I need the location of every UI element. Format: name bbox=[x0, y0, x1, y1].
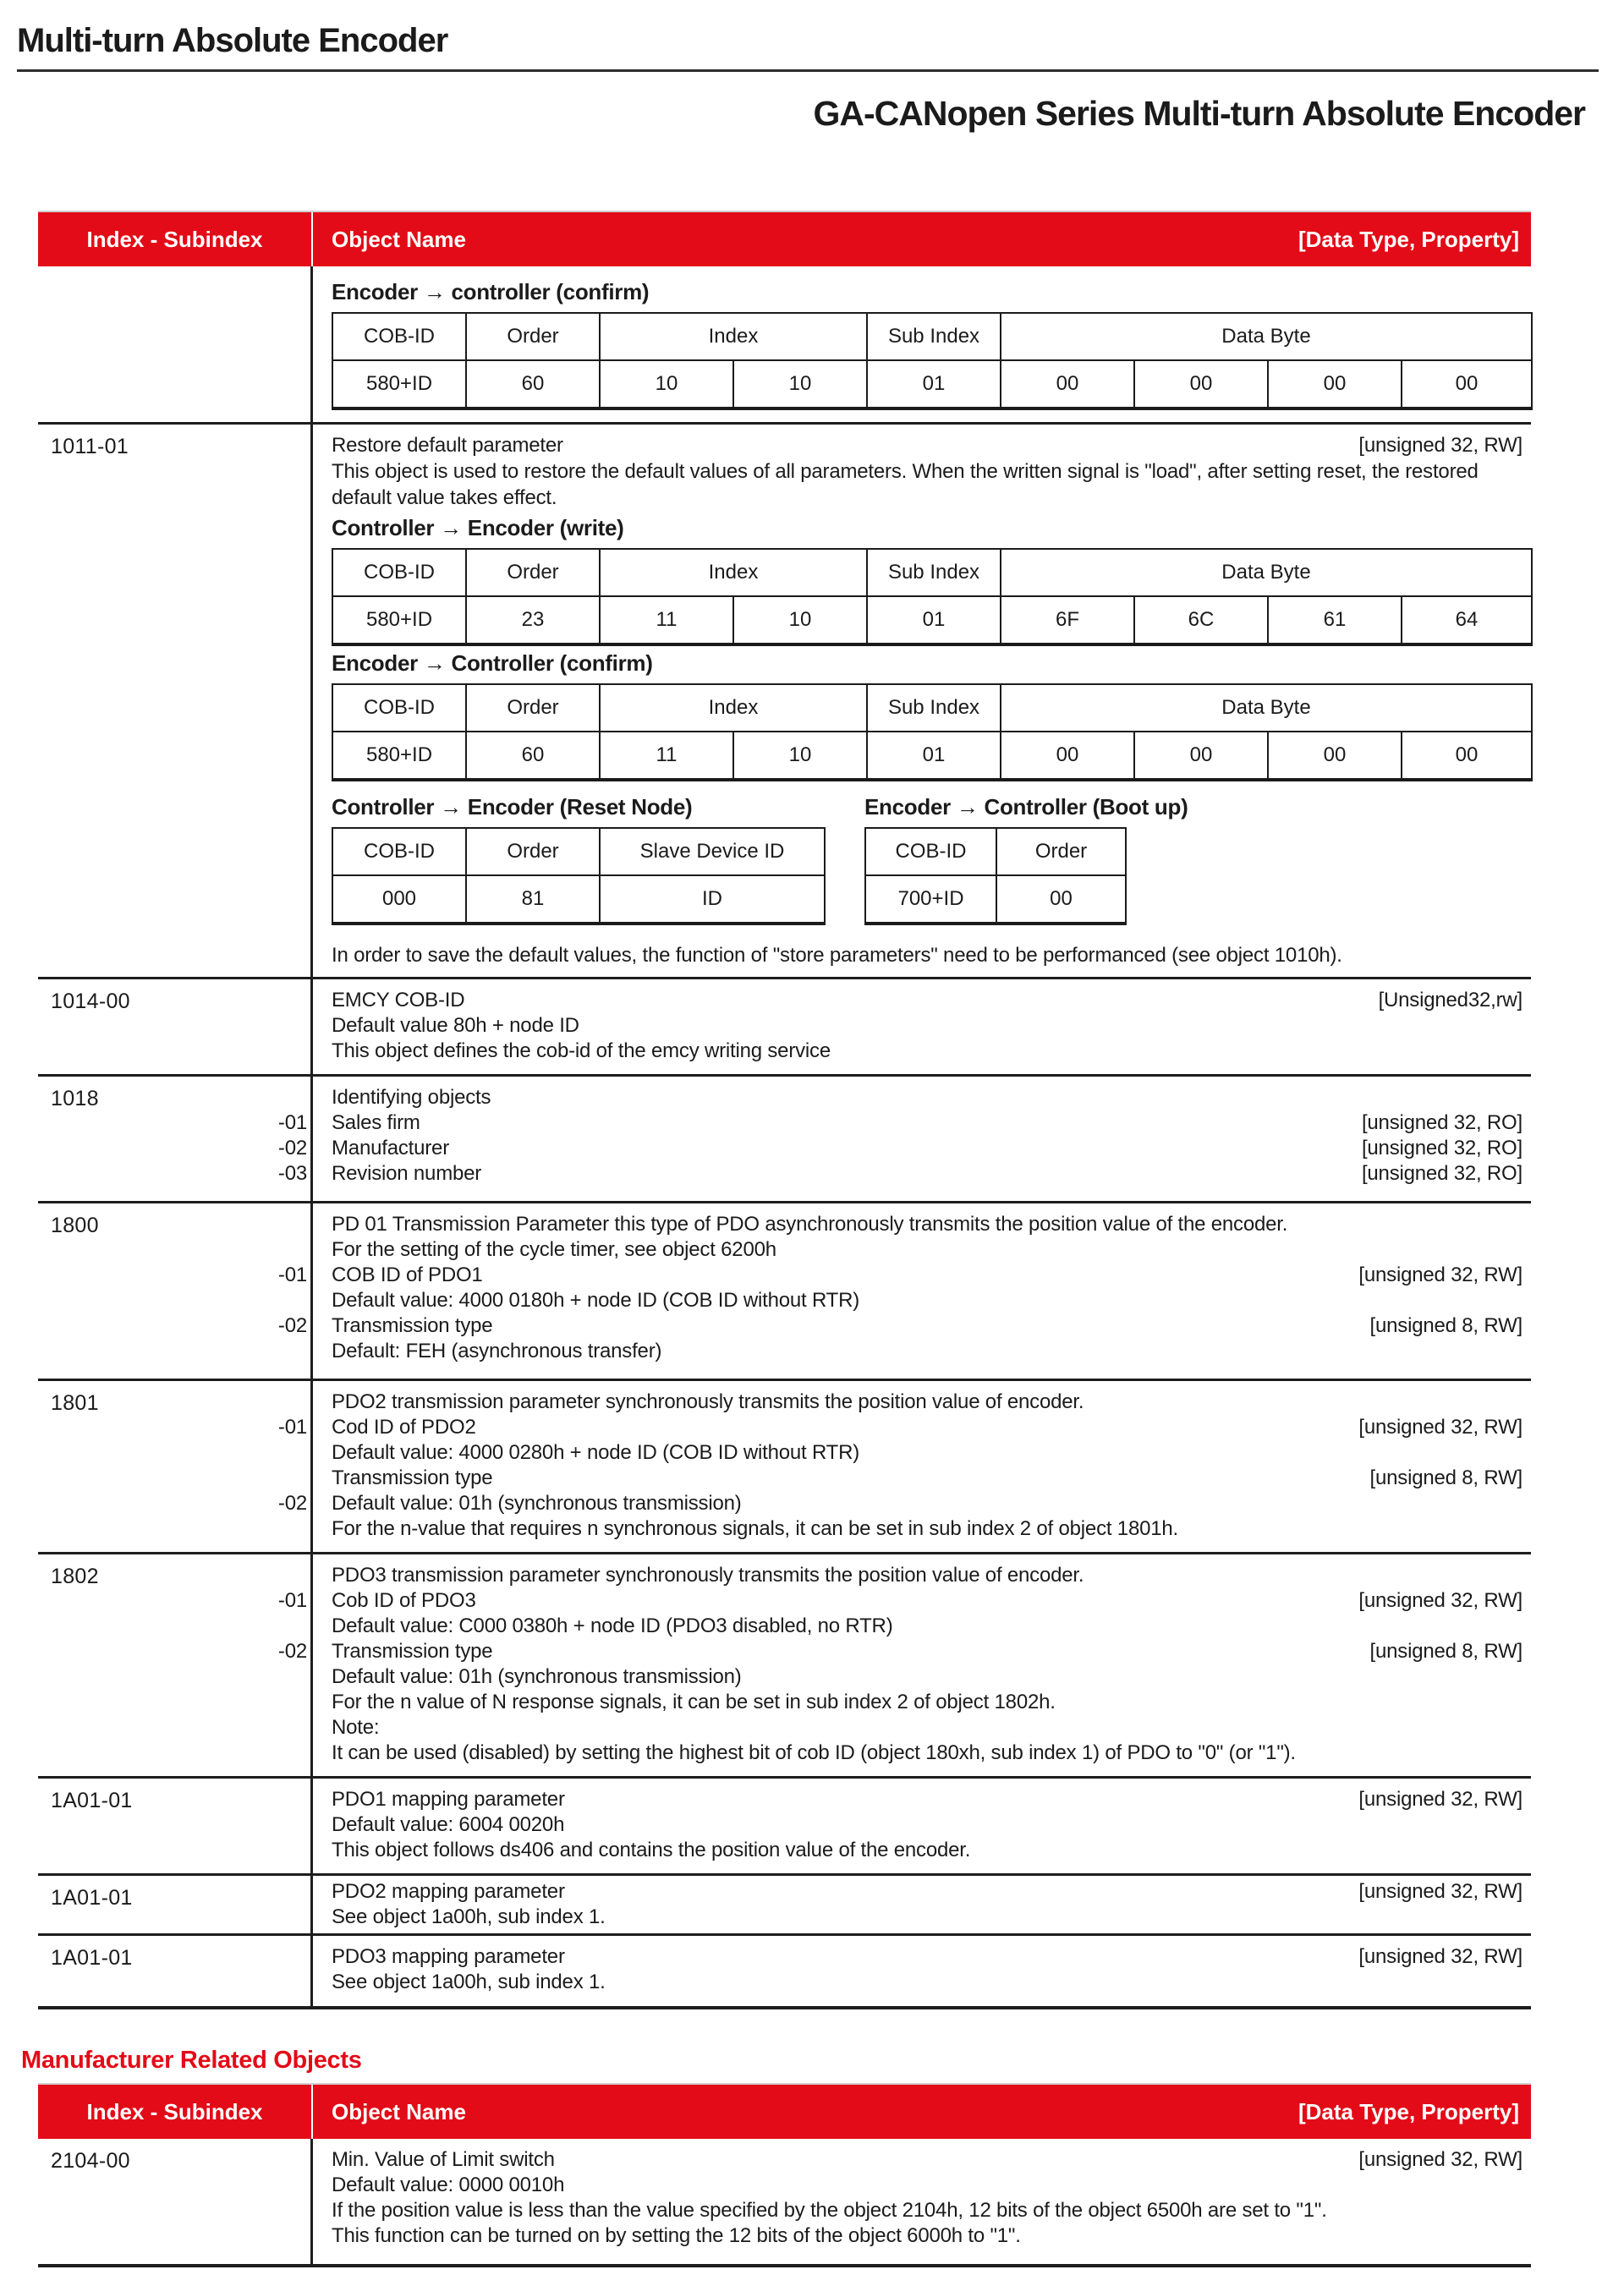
object-text: Identifying objects bbox=[332, 1086, 491, 1109]
msg-header-cell: COB-ID bbox=[332, 828, 466, 875]
msg-value-cell: 00 bbox=[996, 875, 1126, 924]
row-content bbox=[313, 425, 1531, 977]
dual-msg-tables bbox=[332, 790, 1522, 929]
object-row bbox=[38, 977, 1531, 1074]
row-line bbox=[332, 433, 1522, 458]
row-content bbox=[277, 1554, 1531, 1776]
object-text: Cob ID of PDO3 bbox=[332, 1589, 476, 1612]
msg-value-cell: 00 bbox=[1268, 732, 1402, 780]
datatype-label: [unsigned 8, RW] bbox=[1369, 1466, 1522, 1489]
row-line bbox=[332, 1013, 1522, 1039]
object-text: Default value: 4000 0180h + node ID (COB ID without RTR) bbox=[332, 1289, 860, 1312]
msg-value-cell: 01 bbox=[867, 732, 1001, 780]
object-text: Default value: 01h (synchronous transmission) bbox=[332, 1492, 742, 1515]
msg-value-cell: 10 bbox=[600, 360, 733, 408]
datatype-label: [unsigned 32, RW] bbox=[1358, 1945, 1522, 1968]
row-line bbox=[332, 988, 1522, 1013]
msg-value-cell: 6F bbox=[1001, 596, 1134, 644]
col-header-object-name: Object Name bbox=[332, 2098, 466, 2124]
datatype-label: [Unsigned32,rw] bbox=[1378, 989, 1522, 1011]
row-line bbox=[277, 1161, 1522, 1187]
object-text: Default value: 4000 0280h + node ID (COB ID without RTR) bbox=[332, 1441, 860, 1464]
row-line bbox=[332, 1838, 1522, 1863]
msg-table-encoder-controller-confirm-2 bbox=[332, 683, 1533, 781]
msg-value-cell: 60 bbox=[466, 732, 600, 780]
row-index: 1801 bbox=[38, 1381, 313, 1552]
doc-subtitle: GA-CANopen Series Multi-turn Absolute Encoder bbox=[813, 94, 1585, 133]
row-line bbox=[332, 1905, 1522, 1930]
col-header-datatype-property: [Data Type, Property] bbox=[1298, 2098, 1519, 2124]
msg-value-cell: 01 bbox=[867, 360, 1001, 408]
object-text: Default value: 01h (synchronous transmission) bbox=[332, 1665, 742, 1688]
row-line bbox=[277, 1110, 1522, 1136]
row-line bbox=[332, 1085, 1522, 1110]
row-content bbox=[313, 1779, 1531, 1873]
row-line bbox=[277, 1263, 1522, 1288]
msg-table-controller-encoder-write bbox=[332, 548, 1533, 646]
msg-value-cell: 580+ID bbox=[332, 360, 466, 408]
row-content bbox=[313, 1876, 1531, 1933]
object-text: Sales firm bbox=[332, 1111, 420, 1134]
object-text: Manufacturer bbox=[332, 1137, 449, 1159]
row-paragraph: This object is used to restore the default values of all parameters. When the written signal is "load", after setting reset, the restored default value takes effect. bbox=[332, 460, 1479, 509]
object-text: Restore default parameter bbox=[332, 434, 563, 457]
row-content bbox=[313, 979, 1531, 1074]
msg-header-cell: Data Byte bbox=[1001, 313, 1532, 360]
object-dictionary-table bbox=[38, 211, 1531, 2009]
msg-value-cell: 700+ID bbox=[865, 875, 996, 924]
msg-header-cell: Order bbox=[996, 828, 1126, 875]
row-line bbox=[332, 1339, 1522, 1364]
row-line bbox=[332, 1466, 1522, 1491]
msg-value-cell: 10 bbox=[733, 732, 867, 780]
msg-value-cell: 00 bbox=[1268, 360, 1402, 408]
msg-value-cell: 00 bbox=[1134, 732, 1268, 780]
msg-value-cell: ID bbox=[600, 875, 825, 924]
sub-index-label: -01 bbox=[277, 1264, 307, 1286]
manufacturer-objects-table bbox=[38, 2083, 1531, 2267]
row-line bbox=[332, 2223, 1522, 2249]
msg-header-cell: Sub Index bbox=[867, 549, 1001, 596]
title-rule bbox=[17, 69, 1599, 72]
row-line bbox=[332, 1715, 1522, 1741]
msg-value-cell: 580+ID bbox=[332, 732, 466, 780]
msg-value-cell: 10 bbox=[733, 360, 867, 408]
msg-value-cell: 60 bbox=[466, 360, 600, 408]
row-line bbox=[332, 1390, 1522, 1415]
object-row bbox=[38, 1379, 1531, 1552]
msg-value-cell: 11 bbox=[600, 596, 733, 644]
row-content bbox=[313, 2139, 1531, 2264]
msg-header-cell: Sub Index bbox=[867, 684, 1001, 732]
row-line bbox=[277, 1639, 1522, 1664]
row-line bbox=[332, 1690, 1522, 1715]
object-text: This object follows ds406 and contains the position value of the encoder. bbox=[332, 1839, 971, 1861]
msg-table-label: Controller → Encoder (write) bbox=[332, 515, 624, 540]
sub-index-label: -02 bbox=[277, 1640, 307, 1663]
msg-value-row bbox=[332, 360, 1532, 408]
msg-value-row bbox=[332, 875, 825, 924]
object-row bbox=[38, 266, 1531, 422]
msg-value-cell: 6C bbox=[1134, 596, 1268, 644]
msg-value-cell: 00 bbox=[1001, 360, 1134, 408]
msg-value-row bbox=[332, 596, 1532, 644]
row-line bbox=[332, 2198, 1522, 2223]
object-text: PDO3 mapping parameter bbox=[332, 1945, 565, 1968]
msg-header-cell: Index bbox=[600, 549, 867, 596]
col-header-datatype-property: [Data Type, Property] bbox=[1298, 226, 1519, 252]
object-text: Transmission type bbox=[332, 1314, 493, 1337]
manufacturer-section-heading: Manufacturer Related Objects bbox=[21, 2047, 362, 2074]
msg-table-label: Encoder → controller (confirm) bbox=[332, 279, 650, 304]
object-text: See object 1a00h, sub index 1. bbox=[332, 1971, 606, 1993]
row-line bbox=[332, 1516, 1522, 1542]
object-text: For the n value of N response signals, it can be set in sub index 2 of object 1802h. bbox=[332, 1691, 1056, 1713]
document-page bbox=[0, 22, 1624, 2275]
row-line bbox=[332, 1237, 1522, 1263]
msg-table-reset-node bbox=[332, 827, 826, 925]
row-line bbox=[332, 1563, 1522, 1588]
datatype-label: [unsigned 32, RW] bbox=[1358, 1589, 1522, 1612]
datatype-label: [unsigned 32, RW] bbox=[1358, 434, 1522, 457]
row-line bbox=[332, 1614, 1522, 1639]
msg-table-label: Encoder → Controller (confirm) bbox=[332, 650, 653, 676]
msg-header-cell: Slave Device ID bbox=[600, 828, 825, 875]
msg-header-cell: COB-ID bbox=[332, 549, 466, 596]
row-line bbox=[332, 1879, 1522, 1905]
msg-header-row bbox=[332, 828, 825, 875]
object-text: PDO1 mapping parameter bbox=[332, 1788, 565, 1811]
msg-header-cell: Sub Index bbox=[867, 313, 1001, 360]
msg-value-cell: 580+ID bbox=[332, 596, 466, 644]
row-content bbox=[277, 1203, 1531, 1379]
object-text: Note: bbox=[332, 1716, 380, 1739]
row-index: 1014-00 bbox=[38, 979, 313, 1074]
row-index: 2104-00 bbox=[38, 2139, 313, 2264]
row-line bbox=[332, 1440, 1522, 1466]
object-row bbox=[38, 1933, 1531, 2006]
sub-index-label: -01 bbox=[277, 1111, 307, 1134]
msg-value-cell: 00 bbox=[1402, 360, 1532, 408]
msg-value-cell: 64 bbox=[1402, 596, 1532, 644]
msg-table-label: Controller → Encoder (Reset Node) bbox=[332, 794, 693, 820]
object-text: EMCY COB-ID bbox=[332, 989, 465, 1011]
object-text: Min. Value of Limit switch bbox=[332, 2148, 555, 2171]
row-line bbox=[277, 1313, 1522, 1339]
row-line bbox=[332, 2147, 1522, 2173]
sub-index-label: -01 bbox=[277, 1589, 307, 1612]
object-text: This object defines the cob-id of the emcy writing service bbox=[332, 1039, 831, 1062]
table-header-row bbox=[38, 2085, 1531, 2139]
msg-value-cell: 00 bbox=[1001, 732, 1134, 780]
msg-header-cell: Order bbox=[466, 549, 600, 596]
sub-index-label: -02 bbox=[277, 1314, 307, 1337]
msg-header-row bbox=[332, 549, 1532, 596]
msg-table-boot-up bbox=[864, 827, 1127, 925]
object-row bbox=[38, 2139, 1531, 2264]
row-line bbox=[277, 1491, 1522, 1516]
object-text: Transmission type bbox=[332, 1640, 493, 1663]
object-text: Cod ID of PDO2 bbox=[332, 1416, 476, 1439]
sub-index-label: -01 bbox=[277, 1416, 307, 1439]
msg-value-cell: 81 bbox=[466, 875, 600, 924]
msg-block-reset-node bbox=[332, 790, 826, 929]
datatype-label: [unsigned 32, RW] bbox=[1358, 1264, 1522, 1286]
object-text: PDO2 mapping parameter bbox=[332, 1880, 565, 1903]
row-index: 1A01-01 bbox=[38, 1779, 313, 1873]
msg-value-cell: 10 bbox=[733, 596, 867, 644]
object-row bbox=[38, 1201, 1531, 1379]
col-header-index-subindex: Index - Subindex bbox=[38, 2085, 313, 2139]
row-line bbox=[332, 1212, 1522, 1237]
row-index: 1018 bbox=[38, 1077, 313, 1201]
object-row bbox=[38, 1873, 1531, 1933]
msg-header-cell: Order bbox=[466, 828, 600, 875]
row-index: 1802 bbox=[38, 1554, 313, 1776]
object-text: COB ID of PDO1 bbox=[332, 1264, 483, 1286]
object-text: Default: FEH (asynchronous transfer) bbox=[332, 1340, 662, 1362]
msg-header-cell: Data Byte bbox=[1001, 684, 1532, 732]
sub-index-label: -02 bbox=[277, 1137, 307, 1159]
object-row bbox=[38, 1552, 1531, 1776]
object-row bbox=[38, 422, 1531, 977]
datatype-label: [unsigned 32, RO] bbox=[1361, 1162, 1522, 1185]
datatype-label: [unsigned 32, RW] bbox=[1358, 2148, 1522, 2171]
sub-index-label: -02 bbox=[277, 1492, 307, 1515]
row-line bbox=[332, 1787, 1522, 1812]
object-text: Default value: C000 0380h + node ID (PDO3 disabled, no RTR) bbox=[332, 1614, 893, 1637]
object-text: Default value: 6004 0020h bbox=[332, 1813, 565, 1836]
row-line bbox=[332, 1039, 1522, 1064]
msg-header-row bbox=[865, 828, 1126, 875]
object-text: Default value 80h + node ID bbox=[332, 1014, 579, 1037]
object-row bbox=[38, 1776, 1531, 1873]
datatype-label: [unsigned 32, RW] bbox=[1358, 1416, 1522, 1439]
row-note: In order to save the default values, the function of "store parameters" need to be performanced (see object 1010h). bbox=[332, 944, 1342, 967]
row-line bbox=[332, 1944, 1522, 1970]
msg-value-cell: 000 bbox=[332, 875, 466, 924]
msg-header-row bbox=[332, 684, 1532, 732]
row-line bbox=[332, 1664, 1522, 1690]
msg-value-cell: 00 bbox=[1134, 360, 1268, 408]
row-content bbox=[277, 1077, 1531, 1201]
row-line bbox=[332, 1812, 1522, 1838]
msg-header-cell: Index bbox=[600, 684, 867, 732]
msg-value-cell: 23 bbox=[466, 596, 600, 644]
row-index: 1A01-01 bbox=[38, 1876, 313, 1933]
object-text: For the n-value that requires n synchronous signals, it can be set in sub index 2 of object 1801h. bbox=[332, 1517, 1179, 1540]
object-text: PDO2 transmission parameter synchronously transmits the position value of encoder. bbox=[332, 1390, 1084, 1413]
row-line bbox=[332, 1970, 1522, 1995]
msg-table-encoder-controller-confirm-1 bbox=[332, 312, 1533, 410]
row-line bbox=[332, 1288, 1522, 1313]
row-index: 1800 bbox=[38, 1203, 313, 1379]
msg-header-cell: Index bbox=[600, 313, 867, 360]
msg-header-cell: COB-ID bbox=[332, 684, 466, 732]
object-text: Revision number bbox=[332, 1162, 482, 1185]
object-text: For the setting of the cycle timer, see object 6200h bbox=[332, 1238, 776, 1261]
row-line bbox=[332, 2173, 1522, 2198]
msg-header-cell: COB-ID bbox=[332, 313, 466, 360]
col-header-index-subindex: Index - Subindex bbox=[38, 212, 313, 266]
msg-value-cell: 11 bbox=[600, 732, 733, 780]
object-text: Default value: 0000 0010h bbox=[332, 2174, 565, 2196]
datatype-label: [unsigned 32, RO] bbox=[1361, 1137, 1522, 1159]
datatype-label: [unsigned 8, RW] bbox=[1369, 1314, 1522, 1337]
object-text: Transmission type bbox=[332, 1466, 493, 1489]
row-content bbox=[313, 1936, 1531, 2006]
row-line bbox=[277, 1415, 1522, 1440]
msg-value-row bbox=[332, 732, 1532, 780]
object-text: PDO3 transmission parameter synchronously transmits the position value of encoder. bbox=[332, 1564, 1084, 1587]
sub-index-label: -03 bbox=[277, 1162, 307, 1185]
row-line bbox=[277, 1136, 1522, 1161]
msg-header-cell: Data Byte bbox=[1001, 549, 1532, 596]
msg-value-cell: 61 bbox=[1268, 596, 1402, 644]
datatype-label: [unsigned 8, RW] bbox=[1369, 1640, 1522, 1663]
msg-header-cell: COB-ID bbox=[865, 828, 996, 875]
row-content bbox=[313, 266, 1531, 422]
row-index: 1A01-01 bbox=[38, 1936, 313, 2006]
row-line bbox=[332, 1741, 1522, 1766]
row-index bbox=[38, 266, 313, 422]
row-content bbox=[277, 1381, 1531, 1552]
table-header-row bbox=[38, 212, 1531, 266]
object-text: It can be used (disabled) by setting the highest bit of cob ID (object 180xh, sub index 1) of PDO to "0" (or "1"). bbox=[332, 1741, 1296, 1764]
msg-value-row bbox=[865, 875, 1126, 924]
msg-header-row bbox=[332, 313, 1532, 360]
row-index: 1011-01 bbox=[38, 425, 313, 977]
msg-table-label: Encoder → Controller (Boot up) bbox=[864, 794, 1188, 820]
msg-header-cell: Order bbox=[466, 684, 600, 732]
msg-header-cell: Order bbox=[466, 313, 600, 360]
object-text: PD 01 Transmission Parameter this type of PDO asynchronously transmits the position value of the encoder. bbox=[332, 1213, 1288, 1236]
msg-value-cell: 00 bbox=[1402, 732, 1532, 780]
msg-block-boot-up bbox=[864, 790, 1188, 929]
object-text: This function can be turned on by setting the 12 bits of the object 6000h to "1". bbox=[332, 2224, 1021, 2247]
msg-value-cell: 01 bbox=[867, 596, 1001, 644]
datatype-label: [unsigned 32, RW] bbox=[1358, 1788, 1522, 1811]
object-text: If the position value is less than the value specified by the object 2104h, 12 bits of the object 6500h are set to "1". bbox=[332, 2199, 1327, 2222]
object-row bbox=[38, 1074, 1531, 1201]
datatype-label: [unsigned 32, RO] bbox=[1361, 1111, 1522, 1134]
datatype-label: [unsigned 32, RW] bbox=[1358, 1880, 1522, 1903]
page-title: Multi-turn Absolute Encoder bbox=[17, 22, 448, 59]
col-header-object-name: Object Name bbox=[332, 226, 466, 252]
row-line bbox=[277, 1588, 1522, 1614]
object-text: See object 1a00h, sub index 1. bbox=[332, 1905, 606, 1928]
